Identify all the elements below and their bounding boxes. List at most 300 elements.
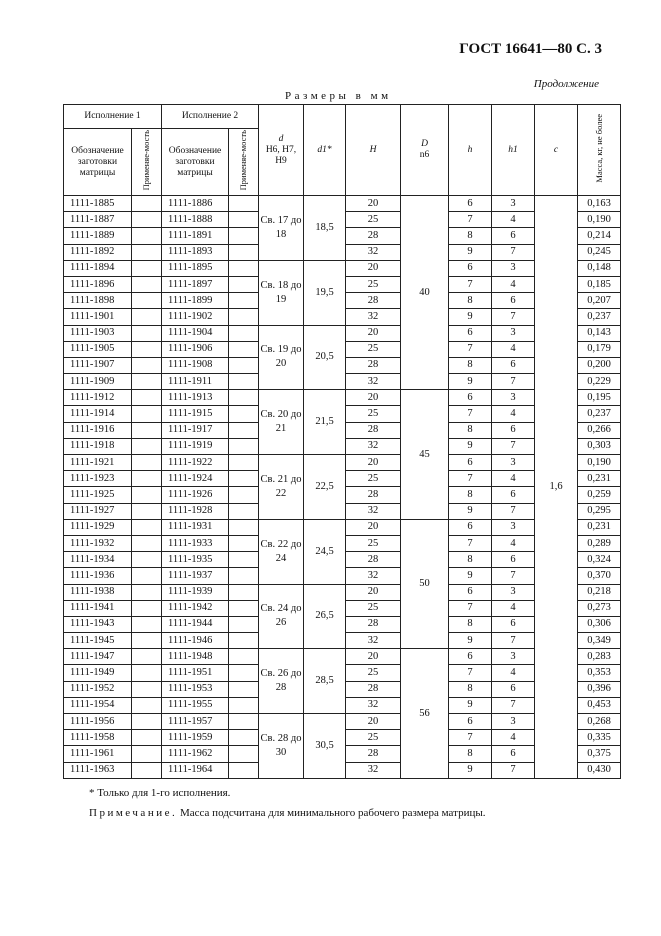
cell-mass: 0,229 [578,374,621,390]
cell-applicability2 [229,293,259,309]
cell-applicability1 [132,341,162,357]
cell-mass: 0,231 [578,519,621,535]
header-d-symbol: d [278,133,284,144]
cell-applicability1 [132,471,162,487]
cell-code2: 1111-1942 [162,600,229,616]
cell-applicability1 [132,600,162,616]
cell-applicability2 [229,390,259,406]
cell-code2: 1111-1917 [162,422,229,438]
cell-h: 7 [449,600,492,616]
cell-h1: 7 [492,309,535,325]
cell-mass: 0,306 [578,616,621,632]
cell-h: 8 [449,681,492,697]
cell-mass: 0,195 [578,390,621,406]
cell-applicability2 [229,341,259,357]
cell-applicability2 [229,487,259,503]
cell-h: 7 [449,665,492,681]
cell-mass: 0,335 [578,730,621,746]
cell-applicability1 [132,244,162,260]
cell-code2: 1111-1931 [162,519,229,535]
cell-code2: 1111-1959 [162,730,229,746]
note-text: Масса подсчитана для минимального рабочего размера матрицы. [179,807,486,819]
cell-code2: 1111-1964 [162,762,229,778]
cell-mass: 0,295 [578,503,621,519]
cell-H: 28 [346,746,401,762]
cell-mass: 0,396 [578,681,621,697]
cell-H: 20 [346,196,401,212]
cell-applicability1 [132,665,162,681]
cell-applicability1 [132,746,162,762]
cell-mass: 0,214 [578,228,621,244]
page-header-title: ГОСТ 16641—80 С. 3 [459,41,602,57]
cell-applicability2 [229,746,259,762]
cell-H: 28 [346,552,401,568]
cell-code1: 1111-1943 [64,616,132,632]
cell-applicability1 [132,228,162,244]
cell-code2: 1111-1939 [162,584,229,600]
cell-H: 28 [346,616,401,632]
cell-h: 6 [449,455,492,471]
cell-applicability1 [132,487,162,503]
cell-mass: 0,143 [578,325,621,341]
cell-mass: 0,218 [578,584,621,600]
cell-h: 7 [449,212,492,228]
cell-applicability2 [229,762,259,778]
cell-applicability2 [229,697,259,713]
cell-applicability2 [229,471,259,487]
note [89,807,486,819]
cell-applicability1 [132,196,162,212]
cell-applicability1 [132,649,162,665]
cell-code1: 1111-1961 [64,746,132,762]
cell-H: 32 [346,309,401,325]
cell-mass: 0,190 [578,212,621,228]
cell-code1: 1111-1945 [64,633,132,649]
cell-mass: 0,231 [578,471,621,487]
cell-H: 32 [346,568,401,584]
cell-h: 8 [449,293,492,309]
cell-h: 8 [449,422,492,438]
cell-H: 28 [346,228,401,244]
cell-code2: 1111-1888 [162,212,229,228]
cell-h1: 3 [492,584,535,600]
cell-code2: 1111-1911 [162,374,229,390]
cell-code2: 1111-1886 [162,196,229,212]
cell-code1: 1111-1929 [64,519,132,535]
cell-applicability1 [132,519,162,535]
cell-d-range: Св. 19 до 20 [259,325,304,390]
cell-H: 20 [346,649,401,665]
cell-code1: 1111-1905 [64,341,132,357]
cell-applicability2 [229,616,259,632]
cell-code2: 1111-1902 [162,309,229,325]
cell-h1: 6 [492,681,535,697]
cell-h1: 4 [492,471,535,487]
cell-mass: 0,353 [578,665,621,681]
cell-h: 6 [449,584,492,600]
cell-applicability2 [229,633,259,649]
header-H: H [346,105,401,196]
cell-code2: 1111-1899 [162,293,229,309]
cell-H: 28 [346,357,401,373]
cell-code2: 1111-1951 [162,665,229,681]
cell-h1: 3 [492,325,535,341]
header-c: c [535,105,578,196]
cell-h: 8 [449,746,492,762]
cell-h: 9 [449,374,492,390]
cell-h1: 6 [492,422,535,438]
cell-d1: 18,5 [304,196,346,261]
cell-d1: 28,5 [304,649,346,714]
cell-mass: 0,303 [578,438,621,454]
cell-mass: 0,324 [578,552,621,568]
cell-d1: 20,5 [304,325,346,390]
cell-code1: 1111-1938 [64,584,132,600]
cell-h1: 7 [492,697,535,713]
header-designation-2: Обозначение заготовки матрицы [162,129,229,196]
cell-H: 32 [346,633,401,649]
cell-H: 25 [346,730,401,746]
header-applicability-2 [229,129,259,196]
cell-h: 9 [449,244,492,260]
cell-h: 8 [449,357,492,373]
cell-h1: 7 [492,438,535,454]
cell-applicability2 [229,665,259,681]
cell-code1: 1111-1918 [64,438,132,454]
cell-applicability1 [132,422,162,438]
cell-H: 25 [346,406,401,422]
cell-applicability1 [132,406,162,422]
cell-code2: 1111-1919 [162,438,229,454]
cell-d-range: Св. 28 до 30 [259,714,304,779]
cell-applicability2 [229,374,259,390]
cell-mass: 0,273 [578,600,621,616]
cell-H: 25 [346,471,401,487]
cell-mass: 0,259 [578,487,621,503]
cell-applicability2 [229,649,259,665]
cell-mass: 0,185 [578,276,621,292]
cell-H: 32 [346,374,401,390]
cell-applicability2 [229,714,259,730]
cell-h: 9 [449,309,492,325]
cell-H: 32 [346,438,401,454]
cell-applicability2 [229,325,259,341]
cell-h1: 4 [492,600,535,616]
cell-d1: 30,5 [304,714,346,779]
cell-applicability2 [229,503,259,519]
cell-applicability1 [132,390,162,406]
cell-applicability2 [229,276,259,292]
cell-H: 28 [346,487,401,503]
cell-h: 6 [449,196,492,212]
cell-h: 8 [449,616,492,632]
cell-H: 32 [346,762,401,778]
cell-mass: 0,370 [578,568,621,584]
cell-H: 20 [346,325,401,341]
cell-code1: 1111-1947 [64,649,132,665]
cell-h1: 3 [492,714,535,730]
cell-applicability1 [132,697,162,713]
cell-code2: 1111-1944 [162,616,229,632]
cell-code1: 1111-1907 [64,357,132,373]
cell-applicability1 [132,535,162,551]
cell-code1: 1111-1949 [64,665,132,681]
cell-H: 20 [346,519,401,535]
cell-d1: 21,5 [304,390,346,455]
cell-applicability2 [229,535,259,551]
cell-H: 25 [346,665,401,681]
cell-code2: 1111-1946 [162,633,229,649]
cell-applicability2 [229,406,259,422]
cell-h: 7 [449,276,492,292]
cell-code1: 1111-1892 [64,244,132,260]
cell-h1: 7 [492,762,535,778]
cell-applicability2 [229,584,259,600]
cell-applicability2 [229,730,259,746]
cell-d-range: Св. 24 до 26 [259,584,304,649]
cell-code1: 1111-1934 [64,552,132,568]
cell-H: 32 [346,503,401,519]
cell-mass: 0,266 [578,422,621,438]
cell-mass: 0,179 [578,341,621,357]
cell-d-range: Св. 18 до 19 [259,260,304,325]
cell-mass: 0,207 [578,293,621,309]
cell-code1: 1111-1921 [64,455,132,471]
cell-code2: 1111-1904 [162,325,229,341]
cell-h1: 4 [492,406,535,422]
cell-H: 32 [346,244,401,260]
cell-code1: 1111-1958 [64,730,132,746]
cell-h: 8 [449,552,492,568]
cell-code2: 1111-1922 [162,455,229,471]
cell-H: 25 [346,600,401,616]
cell-h1: 7 [492,244,535,260]
cell-code1: 1111-1896 [64,276,132,292]
cell-applicability1 [132,455,162,471]
cell-code2: 1111-1962 [162,746,229,762]
cell-code1: 1111-1954 [64,697,132,713]
cell-h1: 6 [492,293,535,309]
cell-code2: 1111-1935 [162,552,229,568]
cell-applicability2 [229,519,259,535]
cell-code2: 1111-1893 [162,244,229,260]
header-exec2: Исполнение 2 [162,105,259,129]
header-h1: h1 [492,105,535,196]
cell-H: 20 [346,714,401,730]
cell-code2: 1111-1928 [162,503,229,519]
cell-code1: 1111-1889 [64,228,132,244]
cell-applicability2 [229,600,259,616]
cell-code2: 1111-1926 [162,487,229,503]
cell-h: 6 [449,649,492,665]
cell-H: 20 [346,584,401,600]
cell-applicability2 [229,260,259,276]
cell-code1: 1111-1894 [64,260,132,276]
cell-applicability1 [132,584,162,600]
note-label: Примечание. [89,807,178,819]
cell-h: 9 [449,438,492,454]
cell-h: 6 [449,714,492,730]
cell-code2: 1111-1906 [162,341,229,357]
cell-H: 25 [346,212,401,228]
cell-d-range: Св. 17 до 18 [259,196,304,261]
cell-mass: 0,375 [578,746,621,762]
cell-H: 28 [346,422,401,438]
sizes-caption: Размеры в мм [285,90,392,102]
cell-h: 9 [449,633,492,649]
header-D-fit: n6 [419,150,430,160]
cell-applicability1 [132,276,162,292]
cell-applicability1 [132,730,162,746]
cell-h: 7 [449,341,492,357]
cell-code1: 1111-1952 [64,681,132,697]
cell-h: 6 [449,260,492,276]
cell-mass: 0,453 [578,697,621,713]
cell-applicability1 [132,633,162,649]
cell-code2: 1111-1897 [162,276,229,292]
cell-h: 7 [449,730,492,746]
cell-applicability1 [132,374,162,390]
cell-h: 7 [449,471,492,487]
cell-H: 20 [346,260,401,276]
cell-applicability2 [229,357,259,373]
cell-applicability1 [132,293,162,309]
cell-code1: 1111-1887 [64,212,132,228]
cell-h1: 4 [492,730,535,746]
cell-code1: 1111-1963 [64,762,132,778]
cell-h1: 3 [492,519,535,535]
cell-applicability1 [132,762,162,778]
cell-mass: 0,148 [578,260,621,276]
header-applicability-1-text: Применяе-мость [141,129,151,191]
cell-code1: 1111-1932 [64,535,132,551]
cell-code1: 1111-1936 [64,568,132,584]
cell-D: 56 [401,649,449,779]
cell-d1: 19,5 [304,260,346,325]
cell-h: 8 [449,228,492,244]
header-designation-1: Обозначение заготовки матрицы [64,129,132,196]
cell-applicability1 [132,552,162,568]
cell-h1: 3 [492,455,535,471]
cell-applicability2 [229,422,259,438]
cell-h: 9 [449,503,492,519]
header-d-fit: H6, H7, H9 [265,144,297,166]
cell-code1: 1111-1923 [64,471,132,487]
cell-H: 32 [346,697,401,713]
cell-H: 25 [346,341,401,357]
cell-applicability1 [132,568,162,584]
cell-applicability2 [229,244,259,260]
cell-d1: 22,5 [304,455,346,520]
cell-h1: 3 [492,196,535,212]
cell-code2: 1111-1955 [162,697,229,713]
cell-code1: 1111-1885 [64,196,132,212]
cell-h: 6 [449,519,492,535]
cell-applicability2 [229,568,259,584]
cell-h: 6 [449,325,492,341]
cell-code1: 1111-1927 [64,503,132,519]
cell-d1: 26,5 [304,584,346,649]
cell-c: 1,6 [535,196,578,779]
cell-h1: 7 [492,568,535,584]
cell-D: 50 [401,519,449,649]
table-body [64,196,621,779]
cell-applicability1 [132,714,162,730]
cell-D: 45 [401,390,449,520]
cell-h1: 4 [492,276,535,292]
cell-code1: 1111-1916 [64,422,132,438]
cell-code1: 1111-1912 [64,390,132,406]
cell-mass: 0,283 [578,649,621,665]
cell-mass: 0,237 [578,406,621,422]
cell-H: 20 [346,390,401,406]
cell-applicability1 [132,212,162,228]
footnote: * Только для 1-го исполнения. [89,787,231,799]
cell-mass: 0,237 [578,309,621,325]
cell-applicability2 [229,228,259,244]
cell-h1: 4 [492,665,535,681]
cell-applicability1 [132,357,162,373]
cell-code1: 1111-1914 [64,406,132,422]
cell-H: 20 [346,455,401,471]
cell-mass: 0,268 [578,714,621,730]
cell-mass: 0,430 [578,762,621,778]
cell-mass: 0,245 [578,244,621,260]
cell-h1: 6 [492,357,535,373]
cell-mass: 0,349 [578,633,621,649]
cell-h1: 3 [492,260,535,276]
cell-code2: 1111-1908 [162,357,229,373]
cell-applicability1 [132,438,162,454]
cell-h: 6 [449,390,492,406]
cell-h1: 6 [492,228,535,244]
cell-h1: 7 [492,374,535,390]
cell-h1: 7 [492,503,535,519]
cell-applicability1 [132,616,162,632]
cell-code2: 1111-1913 [162,390,229,406]
cell-code1: 1111-1956 [64,714,132,730]
cell-mass: 0,190 [578,455,621,471]
cell-d-range: Св. 20 до 21 [259,390,304,455]
cell-applicability2 [229,212,259,228]
cell-H: 28 [346,293,401,309]
cell-h1: 4 [492,212,535,228]
cell-d1: 24,5 [304,519,346,584]
table-row [64,196,621,212]
cell-applicability1 [132,309,162,325]
cell-h1: 3 [492,390,535,406]
cell-code1: 1111-1901 [64,309,132,325]
cell-code2: 1111-1937 [162,568,229,584]
header-D [401,105,449,196]
cell-code2: 1111-1948 [162,649,229,665]
cell-code2: 1111-1924 [162,471,229,487]
cell-code2: 1111-1915 [162,406,229,422]
cell-h1: 4 [492,535,535,551]
header-exec1: Исполнение 1 [64,105,162,129]
cell-h1: 6 [492,616,535,632]
cell-h1: 4 [492,341,535,357]
cell-h: 7 [449,406,492,422]
cell-H: 25 [346,535,401,551]
dimensions-table [63,104,621,779]
header-applicability-2-text: Применяе-мость [238,129,248,191]
header-mass-text: Масса, кг, не более [593,113,604,183]
header-d1: d1* [304,105,346,196]
header-mass [578,105,621,196]
cell-h: 9 [449,762,492,778]
cell-h1: 6 [492,552,535,568]
